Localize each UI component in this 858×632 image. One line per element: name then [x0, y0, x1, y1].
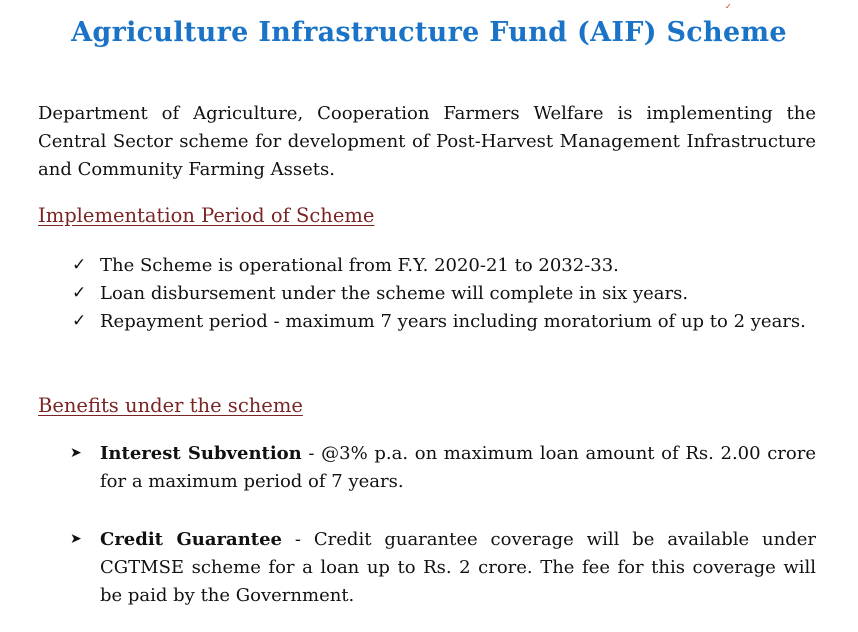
arrowhead-icon: ➤ — [70, 531, 82, 547]
list-item-text — [100, 440, 816, 496]
checkmark-icon: ✓ — [72, 311, 87, 331]
checkmark-icon: ✓ — [72, 255, 87, 275]
intro-paragraph: Department of Agriculture, Cooperation Farmers Welfare is implementing the Central Sector scheme for development of Post-Harvest Management Infrastructure and Community Farming Assets. — [38, 103, 816, 180]
list-item-text: Repayment period - maximum 7 years including moratorium of up to 2 years. — [100, 311, 806, 332]
benefit-text: - @3% p.a. on maximum loan amount of Rs. 2.00 crore for a maximum period of 7 years. — [100, 443, 817, 492]
list-item-text — [100, 526, 816, 610]
implementation-heading: Implementation Period of Scheme — [38, 204, 375, 227]
benefits-heading: Benefits under the scheme — [38, 394, 303, 417]
page-title: Agriculture Infrastructure Fund (AIF) Scheme — [71, 17, 787, 48]
list-item-text: Loan disbursement under the scheme will complete in six years. — [100, 283, 689, 304]
benefit-label: Credit Guarantee — [100, 529, 283, 550]
arrowhead-icon: ➤ — [70, 445, 82, 461]
benefit-label: Interest Subvention — [100, 443, 302, 464]
list-item-text: The Scheme is operational from F.Y. 2020-21 to 2032-33. — [100, 255, 619, 276]
benefit-text: - Credit guarantee coverage will be available under CGTMSE scheme for a loan up to Rs. 2 crore. The fee for this coverage will be paid by the Government. — [100, 529, 816, 606]
mark-icon: ✓ — [725, 2, 732, 11]
checkmark-icon: ✓ — [72, 283, 87, 303]
